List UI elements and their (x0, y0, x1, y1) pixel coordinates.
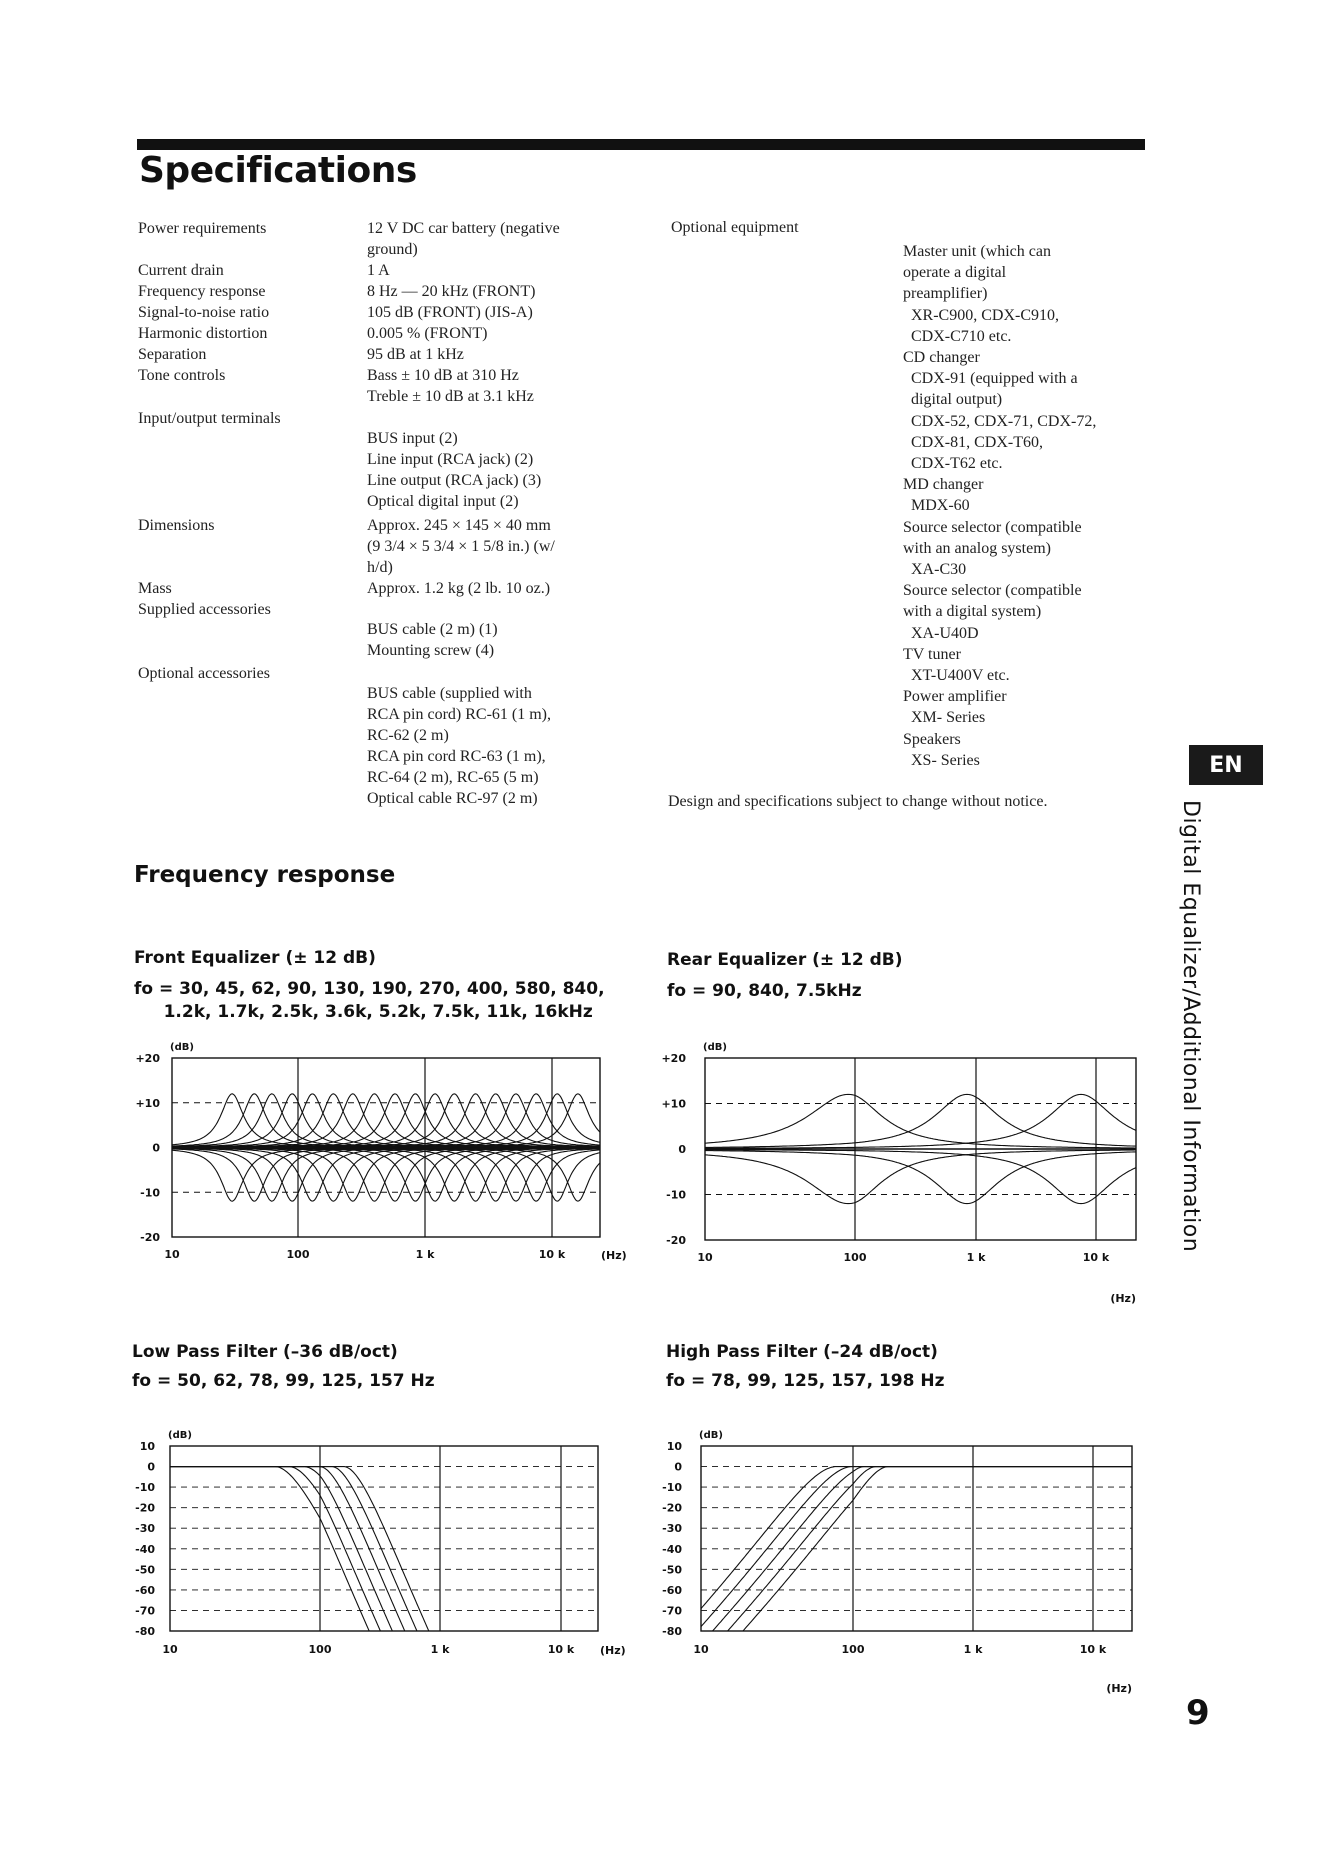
optional-equipment-item: TV tuner (903, 645, 961, 663)
spec-label: Input/output terminals (138, 410, 281, 427)
filter-response-curve (125, 1467, 634, 1642)
x-tick-label: 10 k (547, 1643, 575, 1656)
optional-equipment-item: operate a digital (903, 264, 1007, 282)
optional-equipment-item: Speakers (903, 730, 961, 748)
optional-equipment-item: digital output) (903, 391, 1003, 409)
spec-label: Harmonic distortion (138, 325, 268, 342)
optional-equipment-item: MDX-60 (903, 497, 970, 515)
y-tick-label: -20 (135, 1501, 155, 1515)
y-axis-unit-label: (dB) (699, 1430, 723, 1441)
optional-equipment-item: XA-U40D (903, 624, 979, 642)
eq-response-curve (660, 1094, 1168, 1148)
y-tick-label: 0 (147, 1460, 155, 1474)
side-section-label (1163, 800, 1223, 1253)
optional-equipment-item: Source selector (compatible (903, 518, 1082, 536)
y-tick-label: 0 (674, 1460, 682, 1474)
x-axis-unit-label: (Hz) (601, 1249, 627, 1262)
spec-label: Optional accessories (138, 665, 270, 682)
chart-title-hpf: High Pass Filter (–24 dB/oct) (666, 1342, 938, 1362)
x-axis-unit-label: (Hz) (1106, 1682, 1132, 1695)
specifications-note: Design and specifications subject to change without notice. (668, 793, 1048, 810)
optional-equipment-label: Optional equipment (671, 219, 799, 236)
y-tick-label: +10 (135, 1096, 160, 1110)
x-tick-label: 100 (308, 1643, 332, 1656)
spec-label: Frequency response (138, 283, 266, 300)
optional-equipment-item: CD changer (903, 349, 980, 366)
y-tick-label: -80 (135, 1625, 155, 1638)
y-axis-unit-label: (dB) (170, 1042, 194, 1053)
spec-value: 95 dB at 1 kHz (367, 346, 464, 363)
chart-subtitle-front-eq-1: fo = 30, 45, 62, 90, 130, 190, 270, 400, 580, 840, (134, 979, 605, 999)
chart-subtitle-hpf: fo = 78, 99, 125, 157, 198 Hz (666, 1371, 945, 1391)
y-tick-label: -40 (135, 1542, 155, 1556)
spec-value: Bass ± 10 dB at 310 Hz Treble ± 10 dB at 3.1 kHz (367, 367, 534, 405)
language-badge: EN (1189, 745, 1263, 785)
spec-label: Signal-to-noise ratio (138, 304, 270, 321)
y-tick-label: -40 (662, 1542, 682, 1556)
filter-response-curve (655, 1467, 1165, 1642)
spec-value: BUS cable (supplied with RCA pin cord) RC-61 (1 m), RC-62 (2 m) RCA pin cord RC-63 (1 m), RC-64 (2 m), RC-65 (5 m) Optical cable RC-97 (2 m) (367, 685, 551, 807)
filter-response-curve (125, 1467, 634, 1642)
chart-frame (170, 1446, 598, 1631)
filter-response-curve (655, 1467, 1165, 1642)
section-title: Frequency response (134, 862, 396, 888)
x-tick-label: 100 (286, 1248, 310, 1261)
spec-label: Power requirements (138, 220, 267, 237)
y-tick-label: -80 (662, 1625, 682, 1638)
spec-label: Tone controls (138, 367, 226, 384)
x-tick-label: 10 k (538, 1248, 566, 1261)
filter-response-curve (125, 1467, 634, 1642)
chart-subtitle-rear-eq: fo = 90, 840, 7.5kHz (667, 981, 862, 1001)
filter-response-curve (655, 1467, 1165, 1642)
page-number: 9 (1186, 1693, 1210, 1733)
spec-value: 105 dB (FRONT) (JIS-A) (367, 304, 533, 321)
y-tick-label: -20 (140, 1231, 160, 1244)
optional-equipment-item: CDX-91 (equipped with a (903, 370, 1078, 388)
filter-response-curve (125, 1467, 634, 1642)
x-tick-label: 1 k (966, 1251, 986, 1264)
x-axis-unit-label: (Hz) (1110, 1292, 1136, 1305)
optional-equipment-item: XR-C900, CDX-C910, (903, 306, 1060, 324)
eq-response-curve (660, 1150, 1168, 1204)
optional-equipment-item: XS- Series (903, 751, 980, 769)
spec-value: 0.005 % (FRONT) (367, 325, 488, 342)
y-tick-label: -10 (666, 1188, 686, 1202)
chart-subtitle-front-eq-2: 1.2k, 1.7k, 2.5k, 3.6k, 5.2k, 7.5k, 11k, 16kHz (134, 1002, 593, 1022)
y-tick-label: 10 (666, 1440, 682, 1453)
spec-label: Current drain (138, 262, 224, 279)
y-tick-label: -50 (662, 1563, 682, 1577)
filter-response-curve (655, 1467, 1165, 1642)
y-tick-label: +10 (661, 1097, 686, 1111)
spec-value: 12 V DC car battery (negative ground) (367, 220, 560, 258)
x-tick-label: 100 (841, 1643, 865, 1656)
x-tick-label: 10 (693, 1643, 709, 1656)
spec-label: Dimensions (138, 517, 215, 534)
y-tick-label: -70 (135, 1604, 155, 1618)
spec-label: Supplied accessories (138, 601, 271, 618)
filter-response-curve (655, 1467, 1165, 1642)
y-tick-label: -10 (135, 1481, 155, 1495)
spec-value: Approx. 1.2 kg (2 lb. 10 oz.) (367, 580, 551, 597)
filter-response-curve (125, 1467, 634, 1642)
optional-equipment-item: Master unit (which can (903, 243, 1051, 260)
optional-equipment-item: XT-U400V etc. (903, 667, 1010, 684)
y-axis-unit-label: (dB) (168, 1430, 192, 1441)
spec-value: BUS input (2) Line input (RCA jack) (2) Line output (RCA jack) (3) Optical digital input (2) (367, 430, 542, 510)
chart-title-front-eq: Front Equalizer (± 12 dB) (134, 948, 376, 968)
x-tick-label: 1 k (430, 1643, 450, 1656)
page-title: Specifications (139, 150, 417, 191)
chart-frame (701, 1446, 1132, 1631)
filter-response-curve (125, 1467, 634, 1642)
spec-value: Approx. 245 × 145 × 40 mm (9 3/4 × 5 3/4 × 1 5/8 in.) (w/ h/d) (367, 517, 555, 576)
spec-value: BUS cable (2 m) (1) Mounting screw (4) (367, 621, 498, 659)
chart-subtitle-lpf: fo = 50, 62, 78, 99, 125, 157 Hz (132, 1371, 435, 1391)
y-tick-label: -10 (662, 1481, 682, 1495)
y-tick-label: -60 (662, 1583, 682, 1597)
y-tick-label: -60 (135, 1583, 155, 1597)
optional-equipment-item: XM- Series (903, 709, 986, 727)
x-tick-label: 10 (162, 1643, 178, 1656)
y-tick-label: -70 (662, 1604, 682, 1618)
y-tick-label: -20 (662, 1501, 682, 1515)
optional-equipment-item: CDX-T62 etc. (903, 455, 1003, 472)
y-tick-label: -10 (140, 1186, 160, 1200)
y-tick-label: 10 (139, 1440, 155, 1453)
optional-equipment-item: Source selector (compatible (903, 582, 1082, 600)
x-tick-label: 10 k (1079, 1643, 1107, 1656)
optional-equipment-item: CDX-52, CDX-71, CDX-72, (903, 412, 1097, 430)
optional-equipment-item: with a digital system) (903, 603, 1042, 621)
x-axis-unit-label: (Hz) (600, 1644, 626, 1657)
x-tick-label: 100 (843, 1251, 867, 1264)
optional-equipment-item: MD changer (903, 476, 984, 494)
y-tick-label: -30 (135, 1522, 155, 1536)
optional-equipment-item: with an analog system) (903, 539, 1051, 557)
y-axis-unit-label: (dB) (703, 1042, 727, 1053)
y-tick-label: 0 (152, 1141, 160, 1155)
x-tick-label: 1 k (963, 1643, 983, 1656)
optional-equipment-item: XA-C30 (903, 561, 967, 578)
optional-equipment-item: Power amplifier (903, 688, 1007, 706)
spec-label: Mass (138, 580, 172, 597)
y-tick-label: -50 (135, 1563, 155, 1577)
side-section-text: Digital Equalizer/Additional Information (1178, 800, 1203, 1253)
x-tick-label: 10 (697, 1251, 713, 1264)
y-tick-label: +20 (661, 1052, 686, 1065)
x-tick-label: 10 (164, 1248, 180, 1261)
spec-value: 8 Hz — 20 kHz (FRONT) (367, 283, 536, 300)
y-tick-label: 0 (678, 1143, 686, 1156)
spec-label: Separation (138, 346, 207, 363)
optional-equipment-item: preamplifier) (903, 285, 988, 303)
y-tick-label: -30 (662, 1522, 682, 1536)
x-tick-label: 10 k (1082, 1251, 1110, 1264)
y-tick-label: -20 (666, 1234, 686, 1247)
optional-equipment-item: CDX-81, CDX-T60, (903, 433, 1043, 451)
spec-value: 1 A (367, 262, 390, 279)
y-tick-label: +20 (135, 1052, 160, 1065)
x-tick-label: 1 k (415, 1248, 435, 1261)
chart-title-rear-eq: Rear Equalizer (± 12 dB) (667, 950, 903, 970)
optional-equipment-item: CDX-C710 etc. (903, 327, 1012, 345)
chart-title-lpf: Low Pass Filter (–36 dB/oct) (132, 1342, 398, 1362)
